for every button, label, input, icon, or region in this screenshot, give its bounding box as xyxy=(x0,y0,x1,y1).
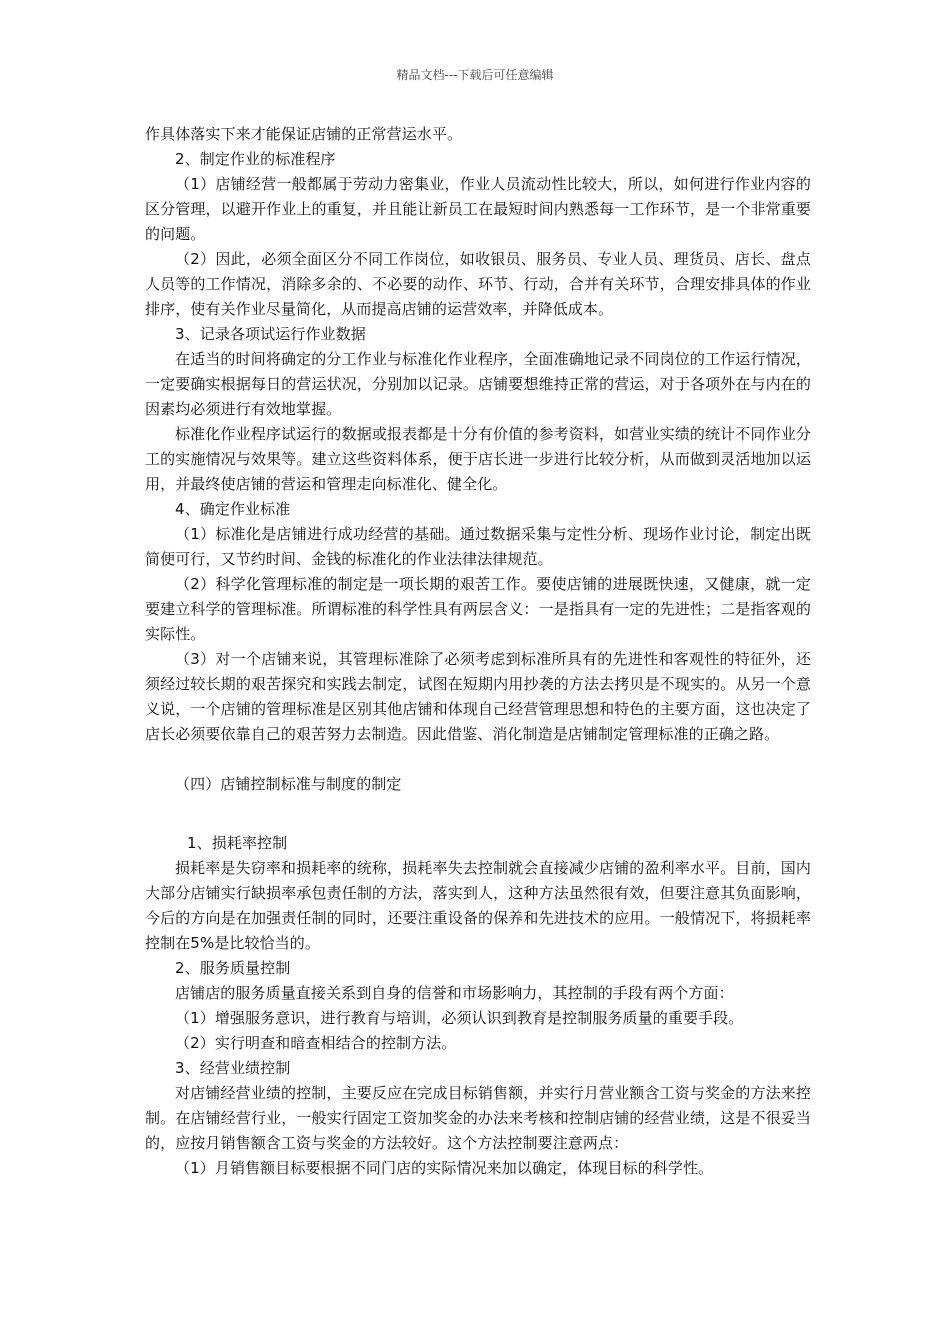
paragraph: 标准化作业程序试运行的数据或报表都是十分有价值的参考资料，如营业实绩的统计不同作业分工的实施情况与效果等。建立这些资料体系，便于店长进一步进行比较分析，从而做到灵活地加以运用，并最终使店铺的营运和管理走向标准化、健全化。 xyxy=(145,425,811,493)
paragraph: 损耗率是失窃率和损耗率的统称，损耗率失去控制就会直接减少店铺的盈利率水平。目前，国内大部分店铺实行缺损率承包责任制的方法，落实到人，这种方法虽然很有效，但要注意其负面影响，今后的方向是在加强责任制的同时，还要注重设备的保养和先进技术的应用。一般情况下，将损耗率控制在5%是比较恰当的。 xyxy=(145,859,811,952)
paragraph: （1）店铺经营一般都属于劳动力密集业，作业人员流动性比较大，所以，如何进行作业内容的区分管理，以避开作业上的重复，并且能让新员工在最短时间内熟悉每一工作环节，是一个非常重要的问题。 xyxy=(145,175,811,243)
chapter-heading: （四）店铺控制标准与制度的制定 xyxy=(175,775,402,793)
page-header: 精品文档---下载后可任意编辑 xyxy=(396,68,554,82)
paragraph: （1）标准化是店铺进行成功经营的基础。通过数据采集与定性分析、现场作业讨论，制定出既简便可行，又节约时间、金钱的标准化的作业法律法律规范。 xyxy=(145,525,811,568)
paragraph: 对店铺经营业绩的控制，主要反应在完成目标销售额，并实行月营业额含工资与奖金的方法来控制。在店铺经营行业，一般实行固定工资加奖金的办法来考核和控制店铺的经营业绩，这是不很妥当的，应按月销售额含工资与奖金的方法较好。这个方法控制要注意两点： xyxy=(145,1084,811,1152)
spacer xyxy=(145,747,811,772)
paragraph: （1）增强服务意识，进行教育与培训，必须认识到教育是控制服务质量的重要手段。 xyxy=(175,1009,744,1027)
spacer xyxy=(145,797,811,831)
paragraph: 作具体落实下来才能保证店铺的正常营运水平。 xyxy=(145,125,463,143)
section-heading: 1、损耗率控制 xyxy=(187,834,288,852)
paragraph: （3）对一个店铺来说，其管理标准除了必须考虑到标准所具有的先进性和客观性的特征外，还须经过较长期的艰苦探究和实践去制定，试图在短期内用抄袭的方法去拷贝是不现实的。从另一个意义说，一个店铺的管理标准是区别其他店铺和体现自己经营管理思想和特色的主要方面，这也决定了店长必须要依靠自己的艰苦努力去制造。因此借鉴、消化制造是店铺制定管理标准的正确之路。 xyxy=(145,650,811,743)
section-heading: 3、经营业绩控制 xyxy=(175,1059,291,1077)
paragraph: 店铺店的服务质量直接关系到自身的信誉和市场影响力，其控制的手段有两个方面： xyxy=(175,984,734,1002)
paragraph: （2）因此，必须全面区分不同工作岗位，如收银员、服务员、专业人员、理货员、店长、盘点人员等的工作情况，消除多余的、不必要的动作、环节、行动，合并有关环节，合理安排具体的作业排序，使有关作业尽量简化，从而提高店铺的运营效率，并降低成本。 xyxy=(145,250,811,318)
paragraph: 在适当的时间将确定的分工作业与标准化作业程序，全面准确地记录不同岗位的工作运行情况，一定要确实根据每日的营运状况，分别加以记录。店铺要想维持正常的营运，对于各项外在与内在的因素均必须进行有效地掌握。 xyxy=(145,350,811,418)
paragraph: （2）实行明查和暗查相结合的控制方法。 xyxy=(175,1034,457,1052)
section-heading: 4、确定作业标准 xyxy=(175,500,291,518)
paragraph: （1）月销售额目标要根据不同门店的实际情况来加以确定，体现目标的科学性。 xyxy=(175,1159,714,1177)
document-body xyxy=(145,122,811,1181)
section-heading: 2、制定作业的标准程序 xyxy=(175,150,336,168)
section-heading: 3、记录各项试运行作业数据 xyxy=(175,325,366,343)
section-heading: 2、服务质量控制 xyxy=(175,959,291,977)
paragraph: （2）科学化管理标准的制定是一项长期的艰苦工作。要使店铺的进展既快速，又健康，就一定要建立科学的管理标准。所谓标准的科学性具有两层含义：一是指具有一定的先进性；二是指客观的实际性。 xyxy=(145,575,811,643)
